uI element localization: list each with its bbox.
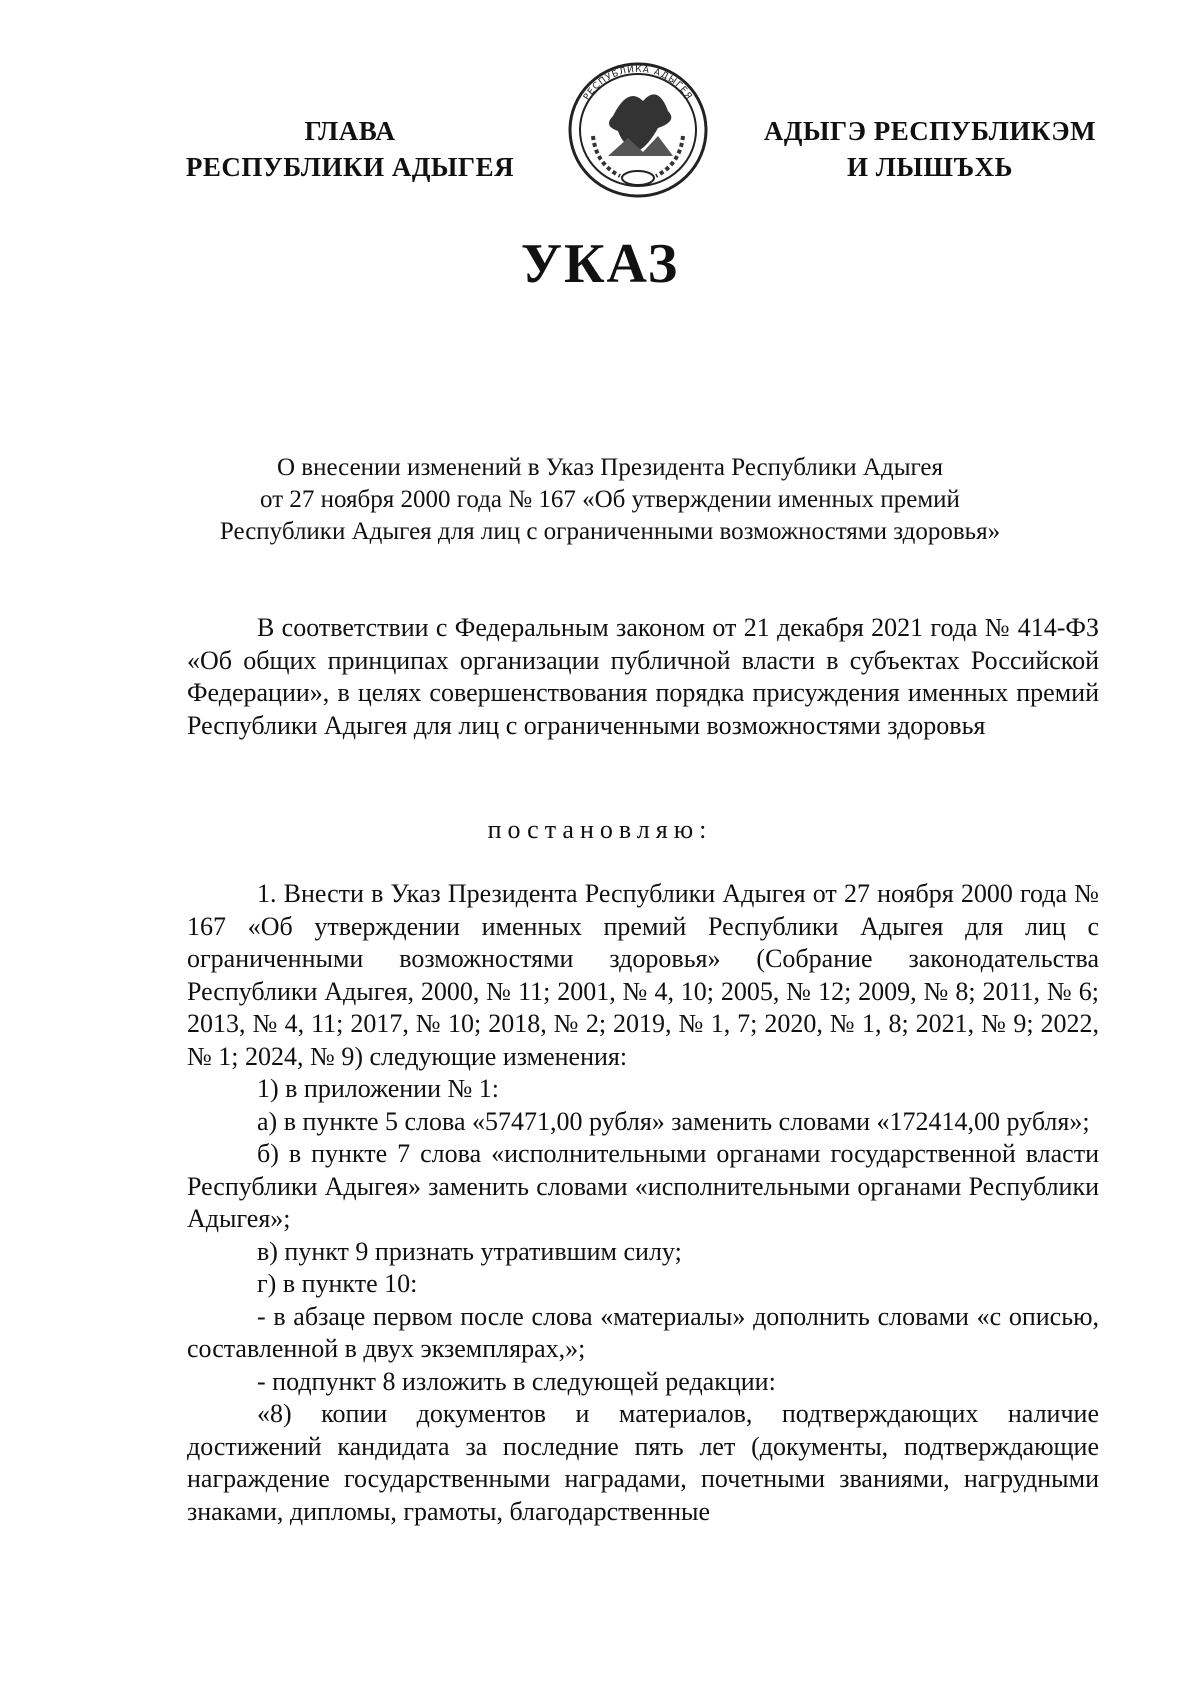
issuer-adyghe-line-1: АДЫГЭ РЕСПУБЛИКЭМ [763, 116, 1097, 146]
decree-word: постановляю: [487, 815, 713, 844]
item-1-1: 1) в приложении № 1: [257, 1074, 500, 1103]
issuer-russian-line-2: РЕСПУБЛИКИ АДЫГЕЯ [185, 152, 515, 182]
subject-line-1: О внесении изменений в Указ Президента Республики Адыгея [276, 454, 944, 481]
item-1-1-g-dash-2: - подпункт 8 изложить в следующей редакции: [257, 1366, 776, 1396]
issuer-russian-line-1: ГЛАВА [304, 116, 396, 146]
decree-body [187, 878, 1099, 1528]
subject-line-3: Республики Адыгея для лиц с ограниченными возможностями здоровья» [219, 518, 1001, 545]
subject-line-2: от 27 ноября 2000 года № 167 «Об утверждении именных премий [260, 486, 960, 513]
item-1-1-g-sub-8: «8) копии документов и материалов, подтверждающих наличие достижений кандидата за последние пять лет (документы, подтверждающие награждение государственными наградами, почетными званиями, нагрудными знаками, дипломы, грамоты, благодарственные [187, 1399, 1099, 1526]
issuer-adyghe-line-2: И ЛЫШЪХЬ [846, 152, 1014, 182]
item-1-1-b: б) в пункте 7 слова «исполнительными органами государственной власти Республики Адыгея» заменить словами «исполнительными органами Республики Адыгея»; [187, 1139, 1099, 1233]
emblem-ring-text: РЕСПУБЛИКА АДЫГЕЯ [582, 64, 694, 103]
item-1-1-g: г) в пункте 10: [257, 1269, 418, 1298]
svg-text:РЕСПУБЛИКА АДЫГЕЯ [582, 65, 694, 102]
document-type-title: УКАЗ [520, 233, 680, 295]
issuer-adyghe [740, 113, 1120, 185]
issuer-russian [170, 113, 530, 185]
item-1: 1. Внести в Указ Президента Республики Адыгея от 27 ноября 2000 года № 167 «Об утверждении именных премий Республики Адыгея для лиц с ограниченными возможностями здоровья» (Собрание законодательства Республики Адыгея, 2000, № 11; 2001, № 4, 10; 2005, № 12; 2009, № 8; 2011, № 6; 2013, № 4, 11; 2017, № 10; 2018, № 2; 2019, № 1, 7; 2020, № 1, 8; 2021, № 9; 2022, № 1; 2024, № 9) следующие изменения: [187, 879, 1099, 1071]
document-subject [160, 452, 1060, 548]
item-1-1-g-dash-1: - в абзаце первом после слова «материалы» дополнить словами «с описью, составленной в двух экземплярах,»; [187, 1301, 1099, 1363]
item-1-1-a: а) в пункте 5 слова «57471,00 рубля» заменить словами «172414,00 рубля»; [257, 1106, 1090, 1136]
preamble-paragraph: В соответствии с Федеральным законом от 21 декабря 2021 года № 414-ФЗ «Об общих принципах организации публичной власти в субъектах Российской Федерации», в целях совершенствования порядка присуждения именных премий Республики Адыгея для лиц с ограниченными возможностями здоровья [187, 613, 1099, 740]
coat-of-arms-emblem [558, 56, 718, 200]
item-1-1-v: в) пункт 9 признать утратившим силу; [257, 1236, 682, 1266]
